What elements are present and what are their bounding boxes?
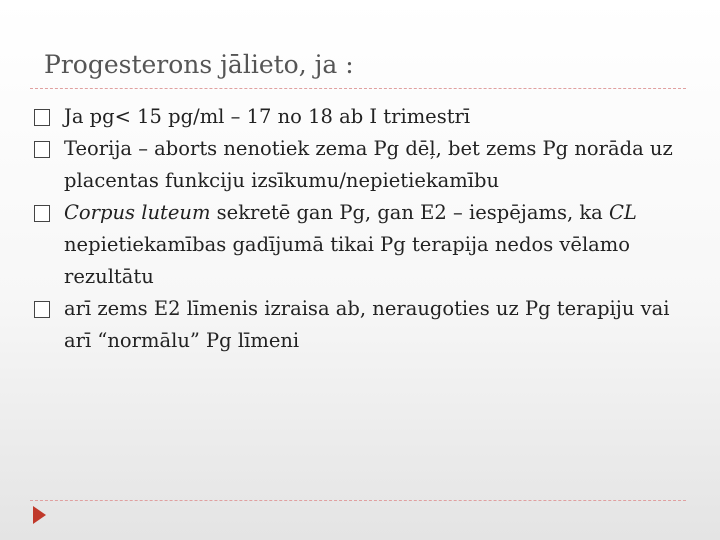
bullet-text — [64, 137, 673, 192]
bullet-item — [34, 293, 674, 357]
bullet-text-segment: sekretē gan Pg, gan E2 – iespējams, ka — [210, 201, 609, 224]
bullet-list — [34, 101, 674, 357]
hollow-square-bullet-icon — [34, 141, 50, 158]
bullet-text — [64, 297, 669, 352]
bullet-text-segment: Ja pg< 15 pg/ml – 17 no 18 ab I trimestrī — [64, 105, 471, 128]
bullet-text-segment: nepietiekamības gadījumā tikai Pg terapija nedos vēlamo rezultātu — [64, 233, 631, 288]
bullet-text — [64, 105, 470, 128]
bullet-text-segment: Corpus luteum — [64, 201, 211, 224]
bullet-text-segment: arī zems E2 līmenis izraisa ab, neraugoties uz Pg terapiju vai arī “normālu” Pg līmeni — [64, 297, 670, 352]
bullet-text — [64, 201, 637, 288]
hollow-square-bullet-icon — [34, 301, 50, 318]
top-divider — [30, 88, 686, 89]
bottom-divider — [30, 500, 686, 501]
bullet-item — [34, 133, 674, 197]
slide-title: Progesterons jālieto, ja : — [44, 50, 354, 79]
hollow-square-bullet-icon — [34, 109, 50, 126]
bullet-item — [34, 101, 674, 133]
bullet-item — [34, 197, 674, 293]
hollow-square-bullet-icon — [34, 205, 50, 222]
bullet-text-segment: Teorija – aborts nenotiek zema Pg dēļ, bet zems Pg norāda uz placentas funkciju izsīkumu/nepietiekamību — [64, 137, 673, 192]
play-arrow-icon[interactable] — [33, 506, 46, 524]
bullet-text-segment: CL — [608, 201, 637, 224]
